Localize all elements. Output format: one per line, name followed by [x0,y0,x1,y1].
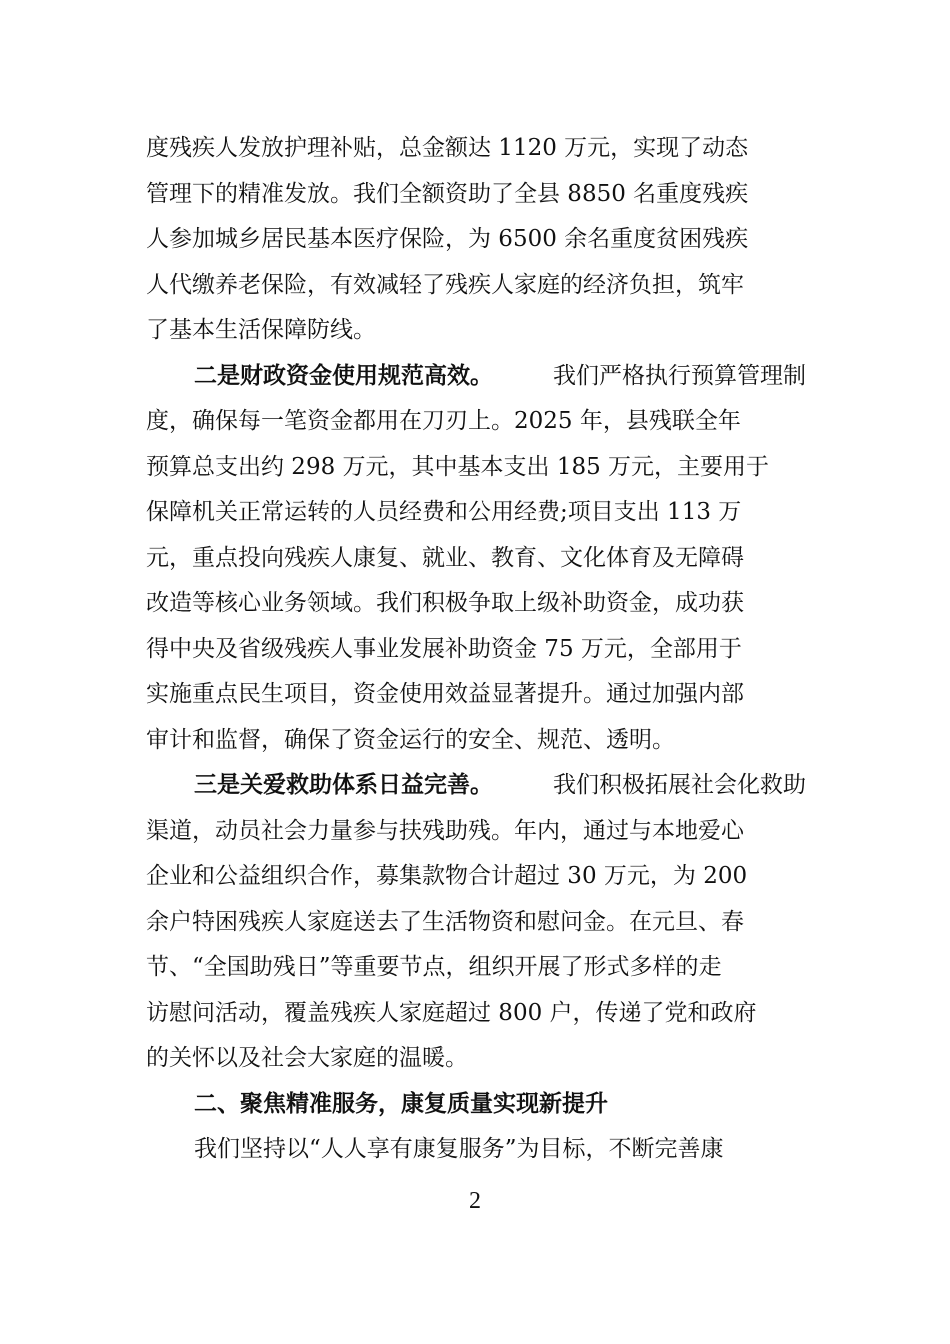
text-line [146,308,806,354]
paragraph-first-line [146,763,806,809]
text-line [146,718,806,764]
text-line [146,991,806,1037]
text-line [146,900,806,946]
text-line [146,1036,806,1082]
text-line-content: 管理下的精准发放。我们全额资助了全县 8850 名重度残疾 [146,180,749,207]
paragraph-lead-heading: 三是关爱救助体系日益完善。 [194,772,493,798]
text-line [146,263,806,309]
text-line-content: 审计和监督，确保了资金运行的安全、规范、透明。 [146,726,675,753]
text-line-content: 人代缴养老保险，有效减轻了残疾人家庭的经济负担，筑牢 [146,271,744,298]
text-line-content: 度，确保每一笔资金都用在刀刃上。2025 年，县残联全年 [146,408,741,434]
paragraph-first-line [146,1127,806,1173]
section-heading [146,1082,806,1128]
document-body [146,126,806,1173]
text-line [146,490,806,536]
text-line [146,672,806,718]
text-line [146,581,806,627]
text-line-content: 得中央及省级残疾人事业发展补助资金 75 万元，全部用于 [146,635,742,662]
text-line-content: 改造等核心业务领域。我们积极争取上级补助资金，成功获 [146,590,744,616]
text-line [146,172,806,218]
text-line-content: 人参加城乡居民基本医疗保险，为 6500 余名重度贫困残疾 [146,226,749,252]
text-line-content: 节、“全国助残日”等重要节点，组织开展了形式多样的走 [146,954,722,980]
text-line-content: 我们严格执行预算管理制 [553,362,806,389]
text-line-content: 企业和公益组织合作，募集款物合计超过 30 万元，为 200 [146,863,748,889]
text-line [146,445,806,491]
paragraph-first-line [146,354,806,400]
text-line-content: 保障机关正常运转的人员经费和公用经费;项目支出 113 万 [146,499,742,525]
text-line-content: 的关怀以及社会大家庭的温暖。 [146,1045,468,1071]
text-line [146,399,806,445]
text-line-content: 度残疾人发放护理补贴，总金额达 1120 万元，实现了动态 [146,135,749,161]
text-line-content: 我们坚持以“人人享有康复服务”为目标，不断完善康 [194,1136,724,1162]
text-line-content: 了基本生活保障防线。 [146,317,376,343]
text-line [146,536,806,582]
text-line [146,945,806,991]
text-line-content: 余户特困残疾人家庭送去了生活物资和慰问金。在元旦、春 [146,908,744,935]
text-line [146,854,806,900]
text-line-content: 实施重点民生项目，资金使用效益显著提升。通过加强内部 [146,681,744,707]
text-line [146,217,806,263]
text-line-content: 预算总支出约 298 万元，其中基本支出 185 万元，主要用于 [146,453,770,480]
text-line-content: 元，重点投向残疾人康复、就业、教育、文化体育及无障碍 [146,544,744,571]
section-heading-text: 二、聚焦精准服务，康复质量实现新提升 [194,1090,608,1117]
text-line-content: 访慰问活动，覆盖残疾人家庭超过 800 户，传递了党和政府 [146,999,757,1026]
paragraph-lead-heading: 二是财政资金使用规范高效。 [194,362,493,389]
text-line-content: 我们积极拓展社会化救助 [553,772,806,798]
text-line [146,809,806,855]
text-line-content: 渠道，动员社会力量参与扶残助残。年内，通过与本地爱心 [146,817,744,844]
text-line [146,126,806,172]
text-line [146,627,806,673]
page-number: 2 [469,1188,481,1214]
